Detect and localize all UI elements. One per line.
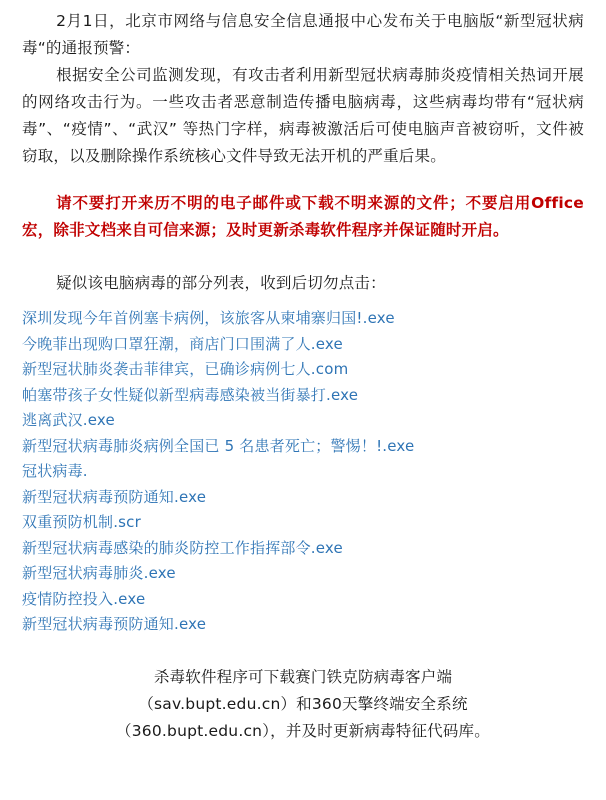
file-list-intro: 疑似该电脑病毒的部分列表，收到后切勿点击： xyxy=(56,274,386,292)
list-item: 新型冠状病毒肺炎.exe xyxy=(22,564,176,582)
footer-line: （sav.bupt.edu.cn）和360天擎终端安全系统 xyxy=(138,694,468,713)
list-item: 深圳发现今年首例塞卡病例，该旅客从柬埔寨归国!.exe xyxy=(22,309,395,327)
list-item: 新型冠状病毒预防通知.exe xyxy=(22,615,207,633)
list-item: 新型冠状病毒预防通知.exe xyxy=(22,487,207,506)
warning-notice: 请不要打开来历不明的电子邮件或下载不明来源的文件；不要启用Office宏，除非文档来自可信来源；及时更新杀毒软件程序并保证随时开启。 xyxy=(22,194,584,239)
footer-block xyxy=(22,664,584,745)
spacer-before-list xyxy=(22,244,584,270)
list-item: 新型冠状病毒感染的肺炎防控工作指挥部令.exe xyxy=(22,538,343,557)
paragraph-intro: 2月1日，北京市网络与信息安全信息通报中心发布关于电脑版“新型冠状病毒“的通报预警： xyxy=(22,12,584,57)
list-item: 逃离武汉.exe xyxy=(22,411,115,429)
list-item: 双重预防机制.scr xyxy=(22,513,141,531)
spacer-before-warning xyxy=(22,170,584,190)
paragraph-detail: 根据安全公司监测发现，有攻击者利用新型冠状病毒肺炎疫情相关热词开展的网络攻击行为。一些攻击者恶意制造传播电脑病毒，这些病毒均带有“冠状病毒”、“疫情”、“武汉” 等热门字样，病毒被激活后可使电脑声音被窃听，文件被窃取，以及删除操作系统核心文件导致无法开机的严重后果。 xyxy=(22,66,584,165)
list-item: 冠状病毒. xyxy=(22,462,88,480)
footer-line: （360.bupt.edu.cn），并及时更新病毒特征代码库。 xyxy=(116,721,490,740)
spacer-before-footer xyxy=(22,638,584,664)
list-item: 今晚菲出现购口罩狂潮，商店门口围满了人.exe xyxy=(22,334,343,353)
list-item: 新型冠状肺炎袭击菲律宾，已确诊病例七人.com xyxy=(22,360,349,378)
suspicious-file-list xyxy=(22,306,584,638)
spacer-list-top xyxy=(22,297,584,306)
list-item: 新型冠状病毒肺炎病例全国已 5 名患者死亡；警惕！!.exe xyxy=(22,436,415,455)
footer-line: 杀毒软件程序可下载赛门铁克防病毒客户端 xyxy=(153,667,453,686)
list-item: 疫情防控投入.exe xyxy=(22,589,146,608)
list-item: 帕塞带孩子女性疑似新型病毒感染被当街暴打.exe xyxy=(22,385,359,404)
